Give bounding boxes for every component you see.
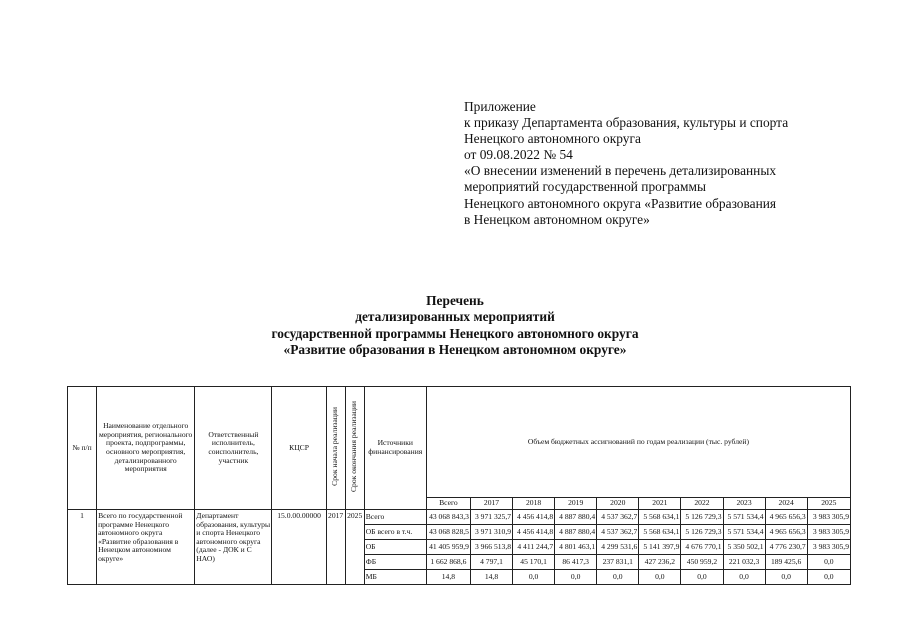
funding-value: 4 537 362,7	[597, 510, 639, 525]
header-num: № п/п	[68, 387, 97, 510]
header-name: Наименование отдельного мероприятия, регионального проекта, подпрограммы, основного мероприятия, детализированного мероприятия	[97, 387, 195, 510]
funding-value: 5 126 729,3	[681, 525, 723, 540]
funding-value: 450 959,2	[681, 555, 723, 570]
funding-value: 4 887 880,4	[555, 525, 597, 540]
row-end: 2025	[345, 510, 364, 585]
funding-value: 0,0	[681, 570, 723, 585]
header-row	[68, 387, 851, 498]
header-volume: Объем бюджетных ассигнований по годам реализации (тыс. рублей)	[426, 387, 850, 498]
funding-value: 45 170,1	[513, 555, 555, 570]
funding-value: 0,0	[513, 570, 555, 585]
appendix-line: к приказу Департамента образования, культуры и спорта	[464, 115, 789, 131]
header-start	[326, 387, 345, 510]
funding-value: 4 537 362,7	[597, 525, 639, 540]
year-header: 2021	[639, 498, 681, 510]
year-header: 2019	[555, 498, 597, 510]
funding-value: 0,0	[807, 570, 850, 585]
funding-source: МБ	[364, 570, 426, 585]
funding-value: 4 776 230,7	[765, 540, 807, 555]
funding-value: 5 350 502,1	[723, 540, 765, 555]
funding-value: 0,0	[765, 570, 807, 585]
funding-value: 189 425,6	[765, 555, 807, 570]
row-start: 2017	[326, 510, 345, 585]
funding-value: 0,0	[639, 570, 681, 585]
funding-value: 4 965 656,3	[765, 510, 807, 525]
table-row	[68, 510, 851, 525]
year-header: 2020	[597, 498, 639, 510]
header-executor: Ответственный исполнитель, соисполнитель, участник	[195, 387, 272, 510]
year-header: 2023	[723, 498, 765, 510]
funding-source: ОБ всего в т.ч.	[364, 525, 426, 540]
activities-table	[67, 386, 851, 585]
funding-value: 3 971 310,9	[470, 525, 512, 540]
funding-value: 14,8	[426, 570, 470, 585]
header-start-text: Срок начала реализации	[330, 407, 340, 487]
funding-value: 427 236,2	[639, 555, 681, 570]
header-kcsr: КЦСР	[272, 387, 326, 510]
funding-source: ОБ	[364, 540, 426, 555]
appendix-line: Ненецкого автономного округа «Развитие образования	[464, 195, 777, 211]
header-source: Источники финансирования	[364, 387, 426, 510]
year-header: 2017	[470, 498, 512, 510]
funding-value: 4 887 880,4	[555, 510, 597, 525]
funding-value: 0,0	[597, 570, 639, 585]
funding-value: 0,0	[723, 570, 765, 585]
title-line: Перечень	[426, 293, 484, 308]
funding-value: 4 797,1	[470, 555, 512, 570]
appendix-line: Ненецкого автономного округа	[464, 131, 641, 147]
funding-value: 4 456 414,8	[513, 510, 555, 525]
year-header: Всего	[426, 498, 470, 510]
year-header: 2025	[807, 498, 850, 510]
appendix-line: мероприятий государственной программы	[464, 179, 706, 195]
funding-value: 3 983 305,9	[807, 525, 850, 540]
funding-value: 5 568 634,1	[639, 525, 681, 540]
funding-value: 4 965 656,3	[765, 525, 807, 540]
funding-value: 5 571 534,4	[723, 525, 765, 540]
funding-value: 41 405 959,9	[426, 540, 470, 555]
title-line: государственной программы Ненецкого автономного округа	[271, 325, 639, 341]
funding-value: 43 068 828,5	[426, 525, 470, 540]
funding-value: 5 568 634,1	[639, 510, 681, 525]
title-line: детализированных мероприятий	[355, 309, 555, 325]
funding-value: 4 456 414,8	[513, 525, 555, 540]
funding-value: 3 971 325,7	[470, 510, 512, 525]
funding-value: 5 126 729,3	[681, 510, 723, 525]
appendix-line: от 09.08.2022 № 54	[464, 147, 573, 163]
header-end	[345, 387, 364, 510]
funding-value: 43 068 843,3	[426, 510, 470, 525]
funding-value: 0,0	[807, 555, 850, 570]
appendix-line: в Ненецком автономном округе»	[464, 211, 650, 227]
funding-value: 4 676 770,1	[681, 540, 723, 555]
funding-value: 5 571 534,4	[723, 510, 765, 525]
funding-value: 221 032,3	[723, 555, 765, 570]
appendix-line: «О внесении изменений в перечень детализированных	[464, 163, 777, 179]
row-kcsr: 15.0.00.00000	[272, 510, 326, 585]
funding-value: 5 141 397,9	[639, 540, 681, 555]
funding-value: 1 662 868,6	[426, 555, 470, 570]
document-title	[200, 293, 710, 358]
funding-value: 3 966 513,8	[470, 540, 512, 555]
year-header: 2018	[513, 498, 555, 510]
funding-source: Всего	[364, 510, 426, 525]
funding-value: 4 411 244,7	[513, 540, 555, 555]
title-line: «Развитие образования в Ненецком автономном округе»	[283, 341, 627, 357]
row-num: 1	[68, 510, 97, 585]
funding-value: 3 983 305,9	[807, 510, 850, 525]
appendix-header	[464, 99, 894, 228]
year-header: 2024	[765, 498, 807, 510]
funding-value: 86 417,3	[555, 555, 597, 570]
year-header: 2022	[681, 498, 723, 510]
header-end-text: Срок окончания реализации	[349, 401, 359, 493]
funding-value: 4 801 463,1	[555, 540, 597, 555]
funding-value: 0,0	[555, 570, 597, 585]
funding-value: 237 831,1	[597, 555, 639, 570]
appendix-line: Приложение	[464, 99, 536, 114]
row-name: Всего по государственной программе Ненецкого автономного округа «Развитие образования в Ненецком автономном округе»	[97, 510, 195, 585]
row-executor: Департамент образования, культуры и спорта Ненецкого автономного округа (далее - ДОК и С НАО)	[195, 510, 272, 585]
funding-source: ФБ	[364, 555, 426, 570]
funding-value: 4 299 531,6	[597, 540, 639, 555]
funding-value: 14,8	[470, 570, 512, 585]
funding-value: 3 983 305,9	[807, 540, 850, 555]
